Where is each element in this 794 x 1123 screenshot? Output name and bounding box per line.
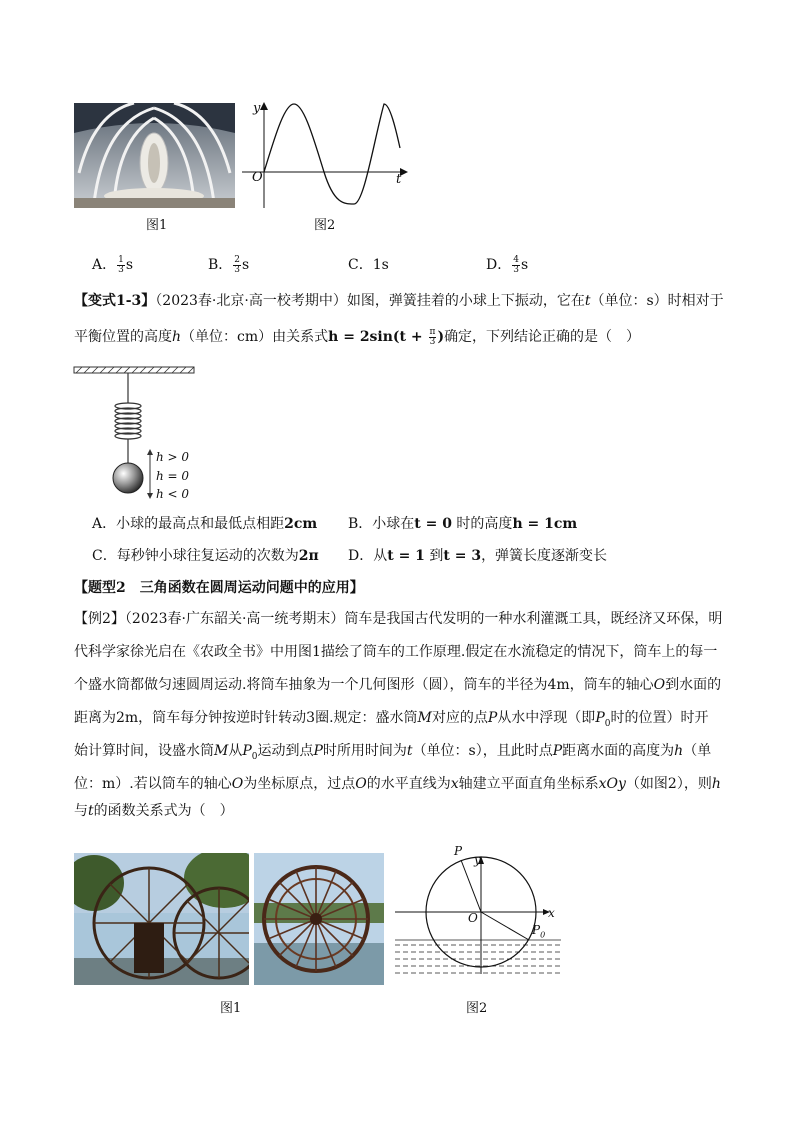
sculpture-photo [74,103,235,208]
q13-option-a[interactable]: A．小球的最高点和最低点相距2cm [92,516,318,532]
radius-op0 [481,912,529,940]
diagram-y-label: y [474,853,481,867]
graph-origin-label: O [252,170,263,185]
option-c[interactable]: C．1s [348,257,389,273]
diagram-origin-label: O [468,911,478,925]
radius-op [461,860,481,912]
ex2-line3: 个盛水筒都做匀速圆周运动.将筒车抽象为一个几何图形（圆），筒车的半径为4m，筒车的轴心O到水面的 [74,677,722,693]
option-a[interactable]: A． $\frac{1}{3}$ s [92,254,134,275]
diagram-p0-label: $P_0$ [532,923,546,940]
sine-curve [264,104,400,204]
label-h-eq-0: h = 0 [156,469,190,483]
wheel-coordinate-diagram [393,856,563,986]
y-axis-arrow [260,102,268,110]
option-d[interactable]: D． $\frac{4}{3}$ s [486,254,529,275]
fig2-caption-top: 图2 [314,218,336,233]
diagram-p-label: P [454,844,463,858]
water-lines [395,940,561,973]
fig1-caption-top: 图1 [146,218,168,233]
waterwheel-photo-2 [254,853,384,985]
graph-y-label: y [253,101,261,116]
q13-line2: 平衡位置的高度h（单位：cm）由关系式h = 2sin(t + $\frac{\pi}{3}$ )确定，下列结论正确的是（ ） [74,326,641,347]
q13-option-b[interactable]: B．小球在t = 0 时的高度h = 1cm [348,516,578,532]
fig1-caption-bottom: 图1 [220,1001,242,1016]
ex2-line7: 与t的函数关系式为（ ） [74,803,234,819]
ball [113,463,143,493]
q13-option-d[interactable]: D．从t = 1 到t = 3，弹簧长度逐渐变长 [348,548,608,564]
graph-t-label: t [396,172,402,187]
ex2-line6: 位：m）.若以筒车的轴心O为坐标原点，过点O的水平直线为x轴建立平面直角坐标系xOy（如图2），则h [74,776,721,792]
fig2-caption-bottom: 图2 [466,1001,488,1016]
spring-diagram [72,365,202,505]
label-h-gt-0: h > 0 [156,450,190,464]
q13-line1: 【变式1-3】（2023春·北京·高一校考期中）如图，弹簧挂着的小球上下振动，它在t（单位：s）时相对于 [74,293,724,309]
ex2-line5: 始计算时间，设盛水筒M从$P_0$运动到点P时所用时间为t（单位：s），且此时点P距离水面的高度为h（单 [74,743,712,762]
ex2-line2: 代科学家徐光启在《农政全书》中用图1描绘了筒车的工作原理.假定在水流稳定的情况下，筒车上的每一 [74,644,718,660]
q13-option-c[interactable]: C．每秒钟小球往复运动的次数为2π [92,548,319,564]
ceiling-bar [74,367,194,373]
waterwheel-photo-1 [74,853,249,985]
diagram-x-label: x [548,906,555,920]
spring-coils [115,403,141,439]
option-b[interactable]: B． $\frac{2}{3}$ s [208,254,250,275]
sine-graph [240,100,410,210]
label-h-lt-0: h < 0 [156,487,190,501]
ex2-line4: 距离为2m，筒车每分钟按逆时针转动3圈.规定：盛水筒M对应的点P从水中浮现（即$P_0$时的位置）时开 [74,710,709,729]
section-2-title: 【题型2 三角函数在圆周运动问题中的应用】 [74,580,364,596]
ex2-line1: 【例2】（2023春·广东韶关·高一统考期末）筒车是我国古代发明的一种水利灌溉工具，既经济又环保，明 [74,611,723,627]
